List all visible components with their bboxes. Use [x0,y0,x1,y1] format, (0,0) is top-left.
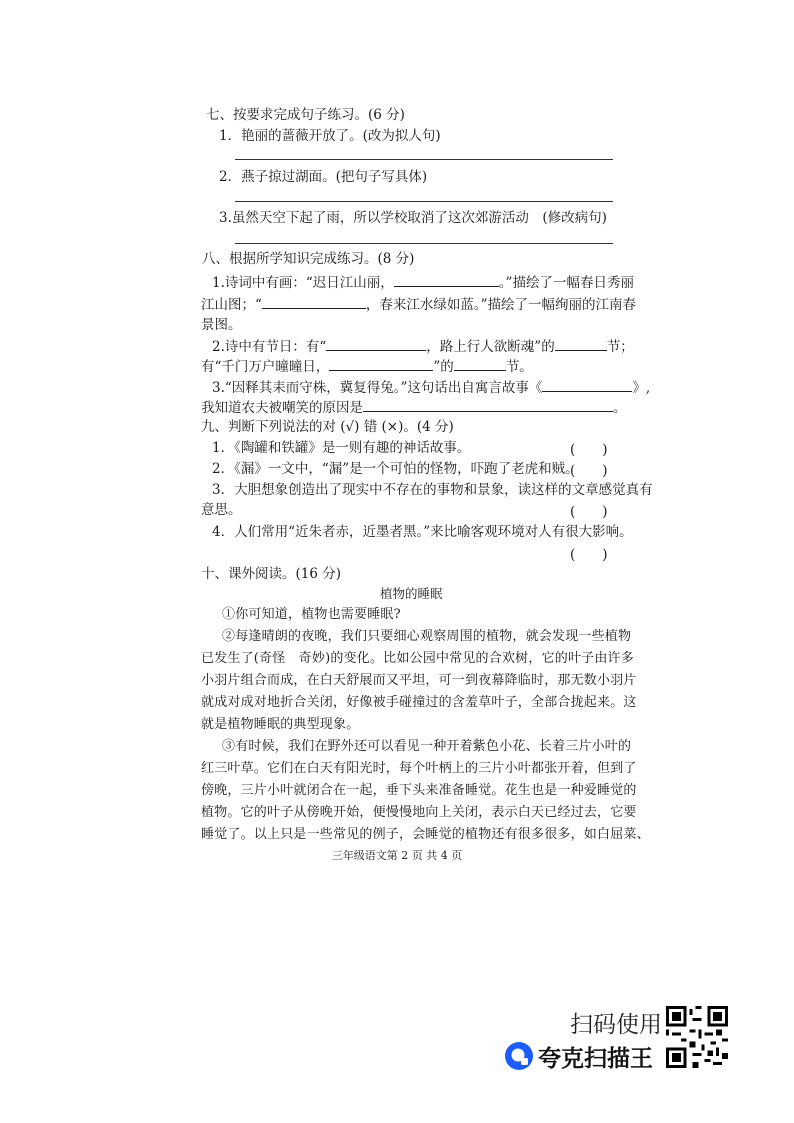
page-footer: 三年级语文第 2 页 共 4 页 [331,849,463,862]
brand-name: 夸克扫描王 [538,1046,653,1072]
question-8-2-line2 [201,356,533,377]
q8-2-blank-2[interactable] [555,336,607,351]
q8-2-text-f: 节。 [505,359,533,375]
answer-line-7-3[interactable] [235,243,613,244]
q8-2-text-e: ”的 [433,359,454,375]
reading-p3-line4: 植物。它的叶子从傍晚开始，便慢慢地向上关闭，表示白天已经过去，它要 [201,805,637,820]
q8-1-text-a: 1.诗词中有画：“迟日江山丽， [212,275,394,291]
q8-2-blank-1[interactable] [326,336,426,351]
judge-box-9-4[interactable]: ( ) [570,547,608,563]
reading-p2-line1: ②每逢晴朗的夜晚，我们只要细心观察周围的植物，就会发现一些植物 [222,629,632,644]
judge-box-9-3[interactable]: ( ) [570,504,608,520]
question-8-3-line1 [212,377,650,398]
q8-3-text-c: 我知道农夫被嘲笑的原因是 [201,400,363,416]
q8-3-blank-2[interactable] [363,397,613,412]
judge-box-9-1[interactable]: ( ) [570,442,608,458]
q8-2-text-c: 节； [606,339,634,355]
section-8-heading: 八、根据所学知识完成练习。(8 分) [202,251,415,267]
scan-label: 扫码使用 [570,1012,662,1038]
statement-9-1: 1．《陶罐和铁罐》是一则有趣的神话故事。 [212,440,471,456]
question-8-3-line2 [201,397,627,418]
q8-2-text-d: 有“千门万户曈曈日， [201,359,330,375]
q8-1-text-b: 。”描绘了一幅春日秀丽 [498,275,634,291]
question-7-1: 1．艳丽的蔷薇开放了。(改为拟人句) [219,128,441,144]
reading-p2-line2: 已发生了(奇怪 奇妙)的变化。比如公园中常见的合欢树，它的叶子由许多 [201,651,634,666]
reading-p2-line5: 就是植物睡眠的典型现象。 [201,717,360,732]
question-7-2: 2．燕子掠过湖面。(把句子写具体) [219,169,428,185]
quark-logo-icon [504,1041,534,1071]
q8-2-blank-3[interactable] [329,356,433,371]
q8-1-text-d: ，春来江水绿如蓝。”描绘了一幅绚丽的江南春 [365,297,637,313]
question-8-1-line2 [201,294,636,315]
q8-1-blank-1[interactable] [394,272,499,287]
reading-p3-line3: 傍晚，三片小叶就闭合在一起，垂下头来准备睡觉。花生也是一种爱睡觉的 [201,783,637,798]
statement-9-3-line2: 意思。 [201,502,242,518]
reading-p3-line2: 红三叶草。它们在白天有阳光时，每个叶柄上的三片小叶都张开着，但到了 [201,761,637,776]
statement-9-2: 2．《漏》一文中，“漏”是一个可怕的怪物，吓跑了老虎和贼。 [212,461,579,477]
reading-p3-line1: ③有时候，我们在野外还可以看见一种开着紫色小花、长着三片小叶的 [222,739,632,754]
reading-p2-line4: 就成对成对地折合关闭，好像被手碰撞过的含羞草叶子，全部合拢起来。这 [201,695,637,710]
q8-1-text-c: 江山图；“ [201,297,262,313]
statement-9-4: 4．人们常用“近朱者赤，近墨者黑。”来比喻客观环境对人有很大影响。 [212,524,633,540]
q8-3-text-a: 3.“因释其耒而守株，冀复得兔。”这句话出自寓言故事《 [212,380,543,396]
q8-3-blank-1[interactable] [542,377,632,392]
qr-code-icon[interactable] [666,1006,728,1068]
answer-line-7-1[interactable] [235,159,613,160]
answer-line-7-2[interactable] [235,201,613,202]
section-7-heading: 七、按要求完成句子练习。(6 分) [206,107,405,123]
reading-title: 植物的睡眠 [380,586,443,601]
judge-box-9-2[interactable]: ( ) [570,463,608,479]
section-9-heading: 九、判断下列说法的对 (√) 错 (×)。(4 分) [201,419,454,435]
section-10-heading: 十、课外阅读。(16 分) [201,566,342,582]
q8-3-text-d: 。 [613,400,627,416]
question-7-3: 3.虽然天空下起了雨，所以学校取消了这次郊游活动 (修改病句) [219,210,607,226]
reading-paragraph-1: ①你可知道，植物也需要睡眠? [222,607,401,622]
q8-2-text-a: 2.诗中有节日：有“ [212,339,327,355]
q8-3-text-b: 》, [632,380,651,396]
question-8-2-line1 [212,336,634,357]
reading-p2-line3: 小羽片组合而成，在白天舒展而又平坦，可一到夜幕降临时，那无数小羽片 [201,673,637,688]
q8-2-blank-4[interactable] [454,356,506,371]
reading-p3-line5: 睡觉了。以上只是一些常见的例子，会睡觉的植物还有很多很多，如白屈菜、 [201,827,650,842]
question-8-1-line1 [212,272,634,293]
question-8-1-line3: 景图。 [201,317,242,333]
q8-2-text-b: ，路上行人欲断魂”的 [426,339,555,355]
statement-9-3-line1: 3．大胆想象创造出了现实中不存在的事物和景象，读这样的文章感觉真有 [212,482,653,498]
q8-1-blank-2[interactable] [262,294,366,309]
